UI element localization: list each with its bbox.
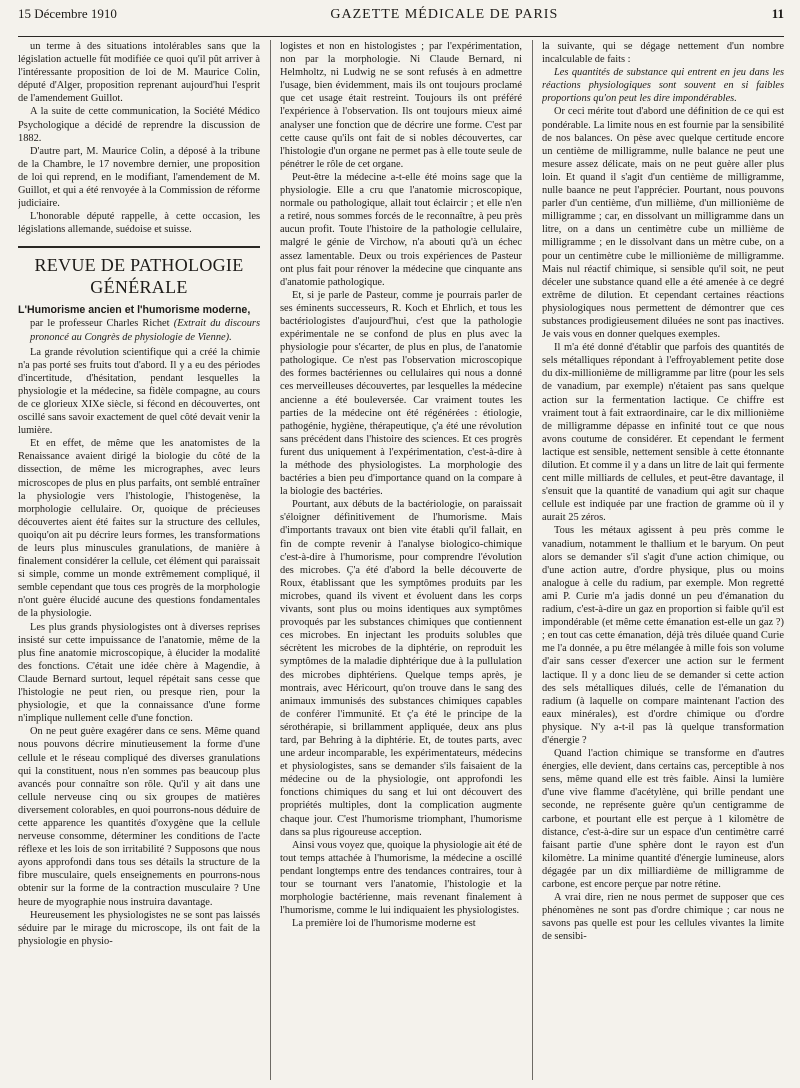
paragraph: La première loi de l'humorisme moderne est (292, 918, 476, 930)
paragraph: A la suite de cette communication, la Société Médico Psychologique a décidé de reprendre la discussion de 1882. (18, 106, 260, 144)
page-header (18, 6, 784, 37)
header-date: 15 Décembre 1910 (18, 6, 117, 21)
quoted-law: Les quantités de substance qui entrent en jeu dans les réactions physiologiques sont souvent en si faibles proportions qu'on peut les dire impondérables. (542, 67, 784, 105)
section-divider (18, 246, 260, 248)
byline-author: par le professeur Charles Richet (30, 318, 170, 330)
paragraph: Peut-être la médecine a-t-elle été moins sage que la physiologie. Elle a cru que l'anatomie microscopique, normale ou pathologique, allait tout éclaircir ; et elle n'en a retiré, nous sommes forcés de le reconnaître, à peu près aucun profit. Toute l'histoire de la pathologie cellulaire, malgré le génie de Virchow, n'a abouti qu'à un échec assez lamentable. Deux ou trois expériences de Pasteur ont plus fait pour rénover la médecine que cinquante ans d'anatomie pathologique. (280, 171, 522, 288)
paragraph: On ne peut guère exagérer dans ce sens. Même quand nous pouvons décrire minutieusement la forme d'une cellule et le réseau compliqué des diverses granulations qui la constituent, nous n'en sommes pas beaucoup plus avancés pour connaître son rôle. Qu'il y ait dans une cellule nerveuse cinq ou six groupes de matières diversement colorables, en quoi pourrons-nous déduire de cette apparence les quantités d'oxygène que la cellule nerveuse consomme, déterminer les conditions de l'acte réflexe et les lois de son irritabilité ? Supposons que nous ayons approfondi dans tous ses détails la structure de la fibre musculaire, quels enseignements en pourrons-nous obtenir sur la forme de la contraction musculaire ? Une heure de myographie nous instruira davantage. (18, 726, 260, 908)
paragraph: A vrai dire, rien ne nous permet de supposer que ces phénomènes ne sont pas d'ordre chimique ; car nous ne savons pas quelle est pour les cellules vivantes la limite de sensibi- (542, 892, 784, 943)
paragraph: la suivante, qui se dégage nettement d'un nombre incalculable de faits : (542, 41, 784, 66)
header-title: GAZETTE MÉDICALE DE PARIS (330, 7, 559, 22)
paragraph: Il m'a été donné d'établir que parfois des quantités de sels métalliques répondant à l'effroyablement petite dose du dix-millionième de milligramme par litre (pour les sels de vanadium, par exemple) n'étaient pas sans quelque action sur la fermentation lactique. Ce chiffre est vraiment tout à fait extraordinaire, car le dix millionième de milligramme dépasse en infinité tout ce que nous avons coutume de considérer. Et cependant le ferment lactique est sensible, nettement sensible à cette étonnante dilution. Et comme il y a dans un litre de lait qui fermente cent mille milliards de cellules, et peut-être davantage, il s'ensuit que la quantité de vanadium qui agit sur chaque cellule est indiquée par une fraction de gramme où il y aurait 25 zéros. (542, 342, 784, 524)
paragraph: Les plus grands physiologistes ont à diverses reprises insisté sur cette impuissance de l'anatomie, même de la plus fine anatomie microscopique, à élucider la modalité des fonctions. C'était une idée chère à Magendie, à Claude Bernard surtout, lequel répétait sans cesse que l'histologie ne peut rien, ou presque rien, pour la physiologie, et que la connaissance d'une forme n'implique nullement celle d'une fonction. (18, 621, 260, 725)
columns (18, 40, 784, 1082)
article-title: L'Humorisme ancien et l'humorisme moderne, (18, 304, 251, 317)
article-byline (18, 317, 260, 343)
paragraph: logistes et non en histologistes ; par l'expérimentation, non par la morphologie. Ni Claude Bernard, ni Helmholtz, ni Ludwig ne se sont refusés à en admettre l'usage, bien évidemment, mais ils ont toujours proclamé que cet usage était restreint. Toujours ils ont préféré l'expérience à l'observation. Ils ont toujours mieux aimé analyser une fonction que de décrire une forme. C'est par cette cause qu'ils ont fait de si nobles découvertes, car l'histologie d'un organe ne permet pas à elle toute seule de pénétrer le rôle de cet organe. (280, 41, 522, 170)
column-2 (280, 40, 522, 1080)
paragraph: Tous les métaux agissent à peu près comme le vanadium, notamment le thallium et le baryum. On peut alors se demander s'il s'agit d'une action chimique, ou d'une action autre, d'ordre physique, plus ou moins analogue à celle du radium, par exemple. Mon regretté ami P. Curie m'a jadis donné un peu d'émanation du radium, c'est-à-dire un gaz en proportion si faible qu'il est impondérable (et même cette émanation est-elle un gaz ?) ; en tout cas cette émanation, déjà très diluée quand Curie me l'a donnée, a pu être mélangée à mille fois son volume d'air sans cesser d'exercer une action sur le ferment lactique. Il y a donc lieu de se demander si cette action des sels métalliques dilués, celle de l'émanation du radium (à laquelle on compare maintenant l'action des eaux minérales), est d'ordre chimique ou d'ordre physique. N'y a-t-il pas là quelque transformation d'énergie ? (542, 525, 784, 746)
column-rule (532, 40, 533, 1080)
paragraph: D'autre part, M. Maurice Colin, a déposé à la tribune de la Chambre, le 17 novembre dernier, une proposition de loi qui reprend, en le modifiant, l'amendement de M. Guillot, et qui a été renvoyée à la Commission de réforme judiciaire. (18, 145, 260, 210)
section-title: REVUE DE PATHOLOGIE GÉNÉRALE (34, 255, 244, 298)
column-1 (18, 40, 260, 1080)
paragraph: Heureusement les physiologistes ne se sont pas laissés séduire par le mirage du microscope, ils ont fait de la physiologie en physio- (18, 909, 260, 947)
paragraph: Quand l'action chimique se transforme en d'autres énergies, elle devient, dans certains cas, perceptible à nos sens, même quand elle est très faible. Ainsi la lumière d'une vive flamme d'acétylène, qui brille pendant une seconde, ne représente guère qu'un centigramme de carbone, et pourtant elle est perçue à 1 kilomètre de distance, c'est-à-dire sur un espace d'un centimètre carré faisant partie d'une sphère dont le rayon est d'un kilomètre. La minime quantité d'énergie lumineuse, alors dégagée par un dix milliardième de milligramme de carbone, est encore perçue par notre rétine. (542, 748, 784, 890)
paragraph: L'honorable député rappelle, à cette occasion, les législations allemande, suédoise et suisse. (18, 211, 260, 236)
paragraph: Et, si je parle de Pasteur, comme je pourrais parler de ses éminents successeurs, R. Koch et Ehrlich, et tous les bactériologistes d'aujourd'hui, c'est que la pathologie expérimentale ne se confond de plus en plus avec la physiologie pour s'écarter, de plus en plus, de l'anatomie pathologique. Ce n'est pas l'observation microscopique des formes bactériennes ou cellulaires qui nous a donné ces merveilleuses découvertes, par lesquelles la médecine ancienne a été bouleversée. Car vraiment toutes les parties de la médecine ont été régénérées : étiologie, pathogénie, hygiène, thérapeutique, ç'a été une révolution sans précédent dans l'histoire des sciences. Et ces progrès furent dus uniquement à l'expérimentation, c'est-à-dire à la méthode des physiologistes. La morphologie des bactéries a bien peu d'importance quand on la compare à la biologie des bactéries. (280, 289, 522, 498)
paragraph: Ainsi vous voyez que, quoique la physiologie ait été de tout temps attachée à l'humorisme, la médecine a oscillé pendant longtemps entre des tendances contraires, tour à tour se tournant vers l'anatomie, l'histologie et la morphologie bactérienne, mais revenant finalement à l'humorisme, comme le lui indiquaient les physiologistes. (280, 839, 522, 917)
column-3 (542, 40, 784, 1080)
paragraph: Et en effet, de même que les anatomistes de la Renaissance avaient dirigé la biologie du côté de la dissection, de même les micrographes, avec leurs microscopes de plus en plus parfaits, ont semblé entraîner la physiologie vers l'histologie, l'histogenèse, la morphologie cellulaire. Or, quoique de précieuses découvertes aient été faites sur la structure des cellules, quoiqu'on ait pu décrire leurs formes, les transformations de leurs plus minuscules granulations, de manière à finalement considérer la cellule, cet élément qui paraissait si simple, comme un monde extrêmement compliqué, il semble cependant que tous ces progrès de la morphologie n'ont guère élucidé aucune des questions fondamentales de la physiologie. (18, 438, 260, 620)
byline-note: (Extrait du discours prononcé au Congrès de physiologie de Vienne). (30, 318, 260, 343)
newspaper-page (18, 6, 784, 1082)
paragraph: Pourtant, aux débuts de la bactériologie, on paraissait s'éloigner définitivement de l'humorisme. Mais d'importants travaux ont bien vite établi qu'il fallait, en fin de compte revenir à l'analyse biologico-chimique c'est-à-dire à l'humorisme, pour comprendre l'évolution des microbes. Ç'a été d'abord la belle découverte de Roux, établissant que les symptômes produits par les microbes, quand ils vivent et évoluent dans les corps vivants, sont plus ou moins identiques aux symptômes provoqués par les substances chimiques que contiennent ces microbes. En injectant les produits solubles que sécrètent les microbes de la diphtérie, on reproduit les symptômes de la maladie diphtérique due à la pullulation des microbes diphtériens. Quelque temps après, je montrais, avec Héricourt, qu'on trouve dans le sang des animaux immunisés des substances chimiques capables de conférer l'immunité. Et ç'a été le principe de la sérothérapie, si brillamment appliquée, deux ans plus tard, par Behring à la diphtérie. Et, de toutes parts, avec une ardeur incomparable, les expérimentateurs, médecins et physiologistes, sans se demander s'ils faisaient de la médecine ou de la physiologie, ont approfondi les fonctions chimiques du sang et lui ont découvert des propriétés multiples, dont la complication augmente chaque jour. C'est l'humorisme triomphant, l'humorisme dans sa plus rigoureuse acception. (280, 499, 522, 838)
column-rule (270, 40, 271, 1080)
paragraph: Or ceci mérite tout d'abord une définition de ce qui est pondérable. La limite nous en est fournie par la sensibilité de nos balances. On pèse avec quelque certitude encore un centième de milligramme, nulle balance ne peut une mesure assez délicate, mais on ne peut guère aller plus loin. Et quand il s'agit d'un centième de milligramme, nulle baance ne peut l'apprécier. Pourtant, nous pouvons parler d'un centième, d'un millième, d'un millionième de milligramme ; car, en dissolvant un milligramme dans un litre, on a dans un centimètre cube un millième de milligramme ; en le dissolvant dans un mètre cube, on a pour un centimètre cube le millionième de milligramme. Mais nul réactif chimique, si sensible qu'il soit, ne peut déceler une substance quand elle a été amenée à ce degré extrême de dilution. Et cependant certaines réactions physiologiques nous permettent de démontrer que ces substances prodigieusement diluées ne sont pas inactives. Je vais vous en donner quelques exemples. (542, 106, 784, 341)
page-number: 11 (771, 6, 784, 21)
paragraph: un terme à des situations intolérables sans que la législation actuelle fût modifiée ce quoi qu'il pût arriver à l'intéressante proposition de loi de M. Maurice Colin, député d'Alger, proposition reprenant aujourd'hui l'esprit de l'amendement Guillot. (18, 41, 260, 105)
paragraph: La grande révolution scientifique qui a créé la chimie n'a pas porté ses fruits tout d'abord. Il y a eu des périodes d'incertitude, d'hésitation, pendant lesquelles la physiologie et la médecine, sa fidèle compagne, au cours de ce glorieux XIXe siècle, si fécond en découvertes, ont oscillé sans savoir exactement de quel côté devait venir la lumière. (18, 346, 260, 437)
